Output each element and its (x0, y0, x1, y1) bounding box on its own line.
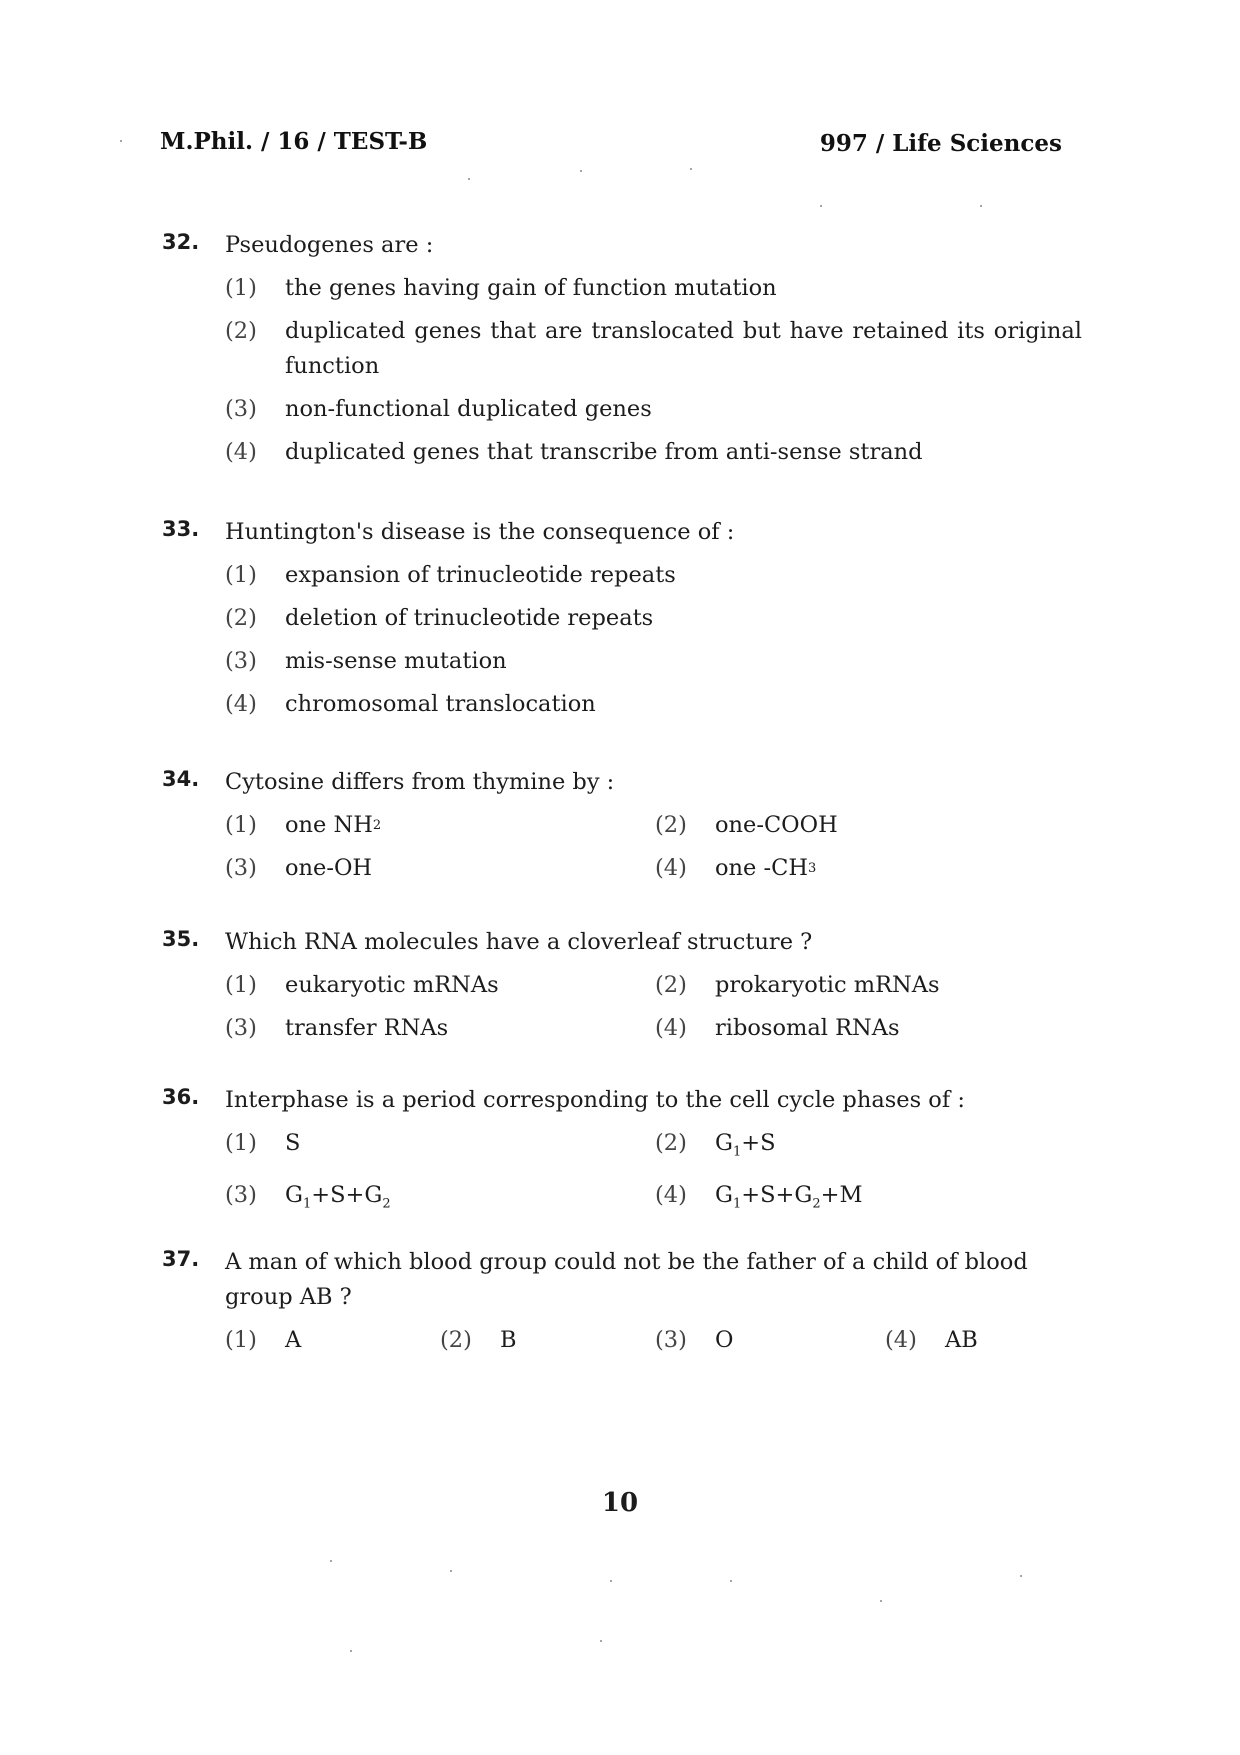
question-32 (162, 228, 1082, 470)
option-number: (4) (885, 1327, 917, 1353)
question-number: 33. (162, 517, 200, 541)
option-text: mis-sense mutation (285, 648, 507, 674)
option-number: (2) (440, 1327, 472, 1353)
option-item (225, 271, 1082, 306)
header-subject: 997 / Life Sciences (819, 130, 1062, 157)
option-item (225, 968, 655, 1003)
option-text: B (500, 1327, 517, 1353)
option-text: expansion of trinucleotide repeats (285, 562, 676, 588)
speck (1020, 1575, 1022, 1577)
option-item (655, 1323, 885, 1358)
option-item (440, 1323, 655, 1358)
option-text: eukaryotic mRNAs (285, 972, 499, 998)
option-text: one-OH (285, 855, 373, 881)
option-text: one-COOH (715, 812, 838, 838)
option-text: chromosomal translocation (285, 691, 596, 717)
option-text: transfer RNAs (285, 1015, 449, 1041)
option-item (225, 687, 1082, 722)
option-item (655, 851, 1085, 886)
question-33 (162, 515, 1082, 722)
option-text: prokaryotic mRNAs (715, 972, 940, 998)
question-34 (162, 765, 1082, 886)
option-text: AB (945, 1327, 978, 1353)
option-item (225, 644, 1082, 679)
question-37 (162, 1245, 1082, 1358)
speck (610, 1580, 612, 1582)
option-number: (3) (655, 1327, 687, 1353)
option-item (225, 435, 1082, 470)
option-number: (1) (225, 1130, 257, 1156)
speck (880, 1600, 882, 1602)
option-item (225, 558, 1082, 593)
question-text: A man of which blood group could not be the father of a child of blood group AB ? (225, 1249, 1028, 1310)
option-subscript: 2 (372, 818, 382, 833)
speck (820, 205, 822, 207)
question-number: 37. (162, 1247, 200, 1271)
speck (580, 170, 582, 172)
option-number: (2) (225, 318, 257, 344)
option-item (225, 392, 1082, 427)
option-text: ribosomal RNAs (715, 1015, 900, 1041)
speck (468, 178, 470, 180)
option-number: (4) (655, 1015, 687, 1041)
option-number: (1) (225, 1327, 257, 1353)
option-text: $G_1+S$ (715, 1130, 776, 1160)
question-number: 35. (162, 927, 200, 951)
option-number: (1) (225, 812, 257, 838)
option-text: $G_1+S+G_2$ (285, 1181, 391, 1211)
option-number: (1) (225, 972, 257, 998)
question-text: Huntington's disease is the consequence of : (225, 519, 735, 545)
option-text: one NH (285, 812, 373, 838)
option-number: (2) (655, 1130, 687, 1156)
option-number: (4) (655, 1181, 687, 1208)
option-text: O (715, 1327, 734, 1353)
option-item (225, 1126, 655, 1170)
speck (120, 140, 122, 142)
question-number: 36. (162, 1085, 200, 1109)
option-number: (3) (225, 396, 257, 422)
option-number: (3) (225, 1015, 257, 1041)
option-item (655, 1178, 1085, 1222)
option-item (225, 314, 1082, 384)
option-number: (2) (655, 812, 687, 838)
option-item (655, 808, 1085, 843)
option-item (225, 1178, 655, 1222)
speck (980, 205, 982, 207)
question-35 (162, 925, 1082, 1046)
speck (350, 1650, 352, 1652)
question-text: Which RNA molecules have a cloverleaf structure ? (225, 929, 813, 955)
page-number: 10 (601, 1488, 639, 1518)
speck (690, 168, 692, 170)
option-item (655, 1011, 1085, 1046)
option-item (655, 1126, 1085, 1170)
option-number: (3) (225, 1181, 257, 1208)
option-text: $G_1+S+G_2+M$ (715, 1181, 863, 1211)
header-paper-code: M.Phil. / 16 / TEST-B (160, 128, 428, 155)
option-number: (3) (225, 855, 257, 881)
option-number: (1) (225, 562, 257, 588)
option-item (655, 968, 1085, 1003)
option-item (885, 1323, 1085, 1358)
option-text: deletion of trinucleotide repeats (285, 605, 654, 631)
option-subscript: 3 (807, 861, 817, 876)
option-item (225, 808, 655, 843)
option-number: (4) (225, 439, 257, 465)
question-number: 32. (162, 230, 200, 254)
speck (730, 1580, 732, 1582)
option-number: (3) (225, 648, 257, 674)
option-text: the genes having gain of function mutation (285, 275, 777, 301)
option-number: (1) (225, 275, 257, 301)
option-item (225, 851, 655, 886)
option-item (225, 1323, 440, 1358)
option-item (225, 601, 1082, 636)
option-number: (2) (225, 605, 257, 631)
option-text: duplicated genes that transcribe from anti-sense strand (285, 439, 923, 465)
option-number: (4) (225, 691, 257, 717)
option-text: one -CH (715, 855, 808, 881)
question-text: Interphase is a period corresponding to the cell cycle phases of : (225, 1087, 965, 1113)
option-number: (2) (655, 972, 687, 998)
question-number: 34. (162, 767, 200, 791)
question-text: Cytosine differs from thymine by : (225, 769, 615, 795)
option-number: (4) (655, 855, 687, 881)
option-text: duplicated genes that are translocated but have retained its original function (285, 318, 1082, 379)
option-text: non-functional duplicated genes (285, 396, 652, 422)
question-36 (162, 1083, 1082, 1221)
option-text: S (285, 1130, 301, 1156)
speck (600, 1640, 602, 1642)
speck (330, 1560, 332, 1562)
question-text: Pseudogenes are : (225, 232, 434, 258)
option-item (225, 1011, 655, 1046)
speck (450, 1570, 452, 1572)
option-text: A (285, 1327, 302, 1353)
